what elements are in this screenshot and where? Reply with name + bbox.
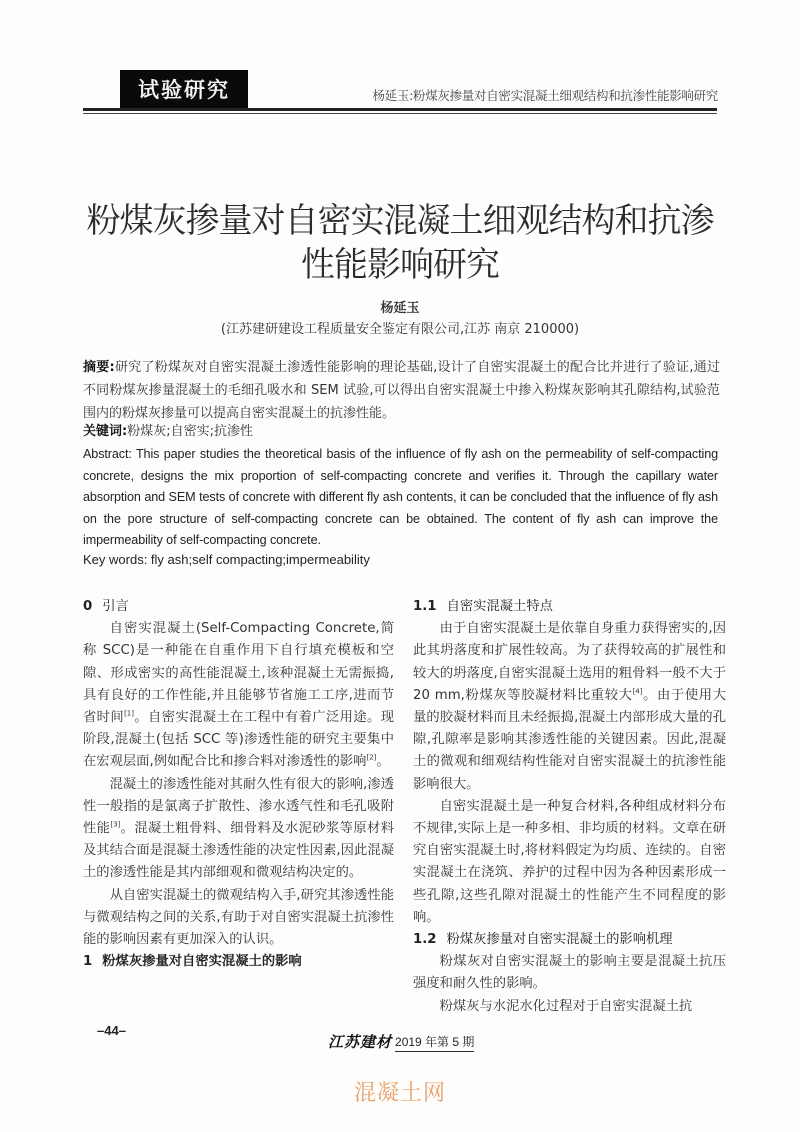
section-heading-1 — [83, 951, 394, 973]
page-number: –44– — [97, 1023, 126, 1038]
abstract-chinese — [83, 356, 720, 425]
section-title: 自密实混凝土特点 — [446, 599, 553, 614]
title-line-2: 性能影响研究 — [301, 244, 499, 285]
paragraph: 自密实混凝土是一种复合材料,各种组成材料分布不规律,实际上是一种多相、非均质的材料。文章在研究自密实混凝土时,将材料假定为均质、连续的。自密实混凝土在浇筑、养护的过程中因为各种因素形成一些孔隙,这些孔隙对混凝土的性能产生不同程度的影响。 — [413, 798, 726, 925]
paragraph-text: 由于自密实混凝土是依靠自身重力获得密实的,因此其坍落度和扩展性较高。为了获得较高的扩展性和较大的坍落度,自密实混凝土选用的粗骨料一般不大于 20 mm,粉煤灰等胶凝材料比重较大 — [413, 621, 726, 703]
keywords-cn-label: 关键词: — [83, 424, 128, 439]
section-label: 试验研究 — [138, 78, 230, 102]
paragraph-text: 。由于使用大量的胶凝材料而且未经振捣,混凝土内部形成大量的孔隙,孔隙率是影响其渗透性能的关键因素。因此,混凝土的微观和细观结构性能对自密实混凝土的抗渗性能影响很大。 — [413, 687, 727, 792]
journal-issue: 2019 年第 5 期 — [395, 1033, 474, 1052]
abstract-english: Abstract: This paper studies the theoretical basis of the influence of fly ash on the permeability of self-compacting concrete, designs the mix proportion of self-compacting concrete and verifies it. Through the capillary water absorption and SEM tests of concrete with different fly ash contents, it can be concluded that the influence of fly ash on the pore structure of self-compacting concrete can be obtained. The content of fly ash can improve the impermeability of self-compacting concrete. — [83, 447, 718, 548]
abstract-cn-text: 研究了粉煤灰对自密实混凝土渗透性能影响的理论基础,设计了自密实混凝土的配合比并进行了验证,通过不同粉煤灰掺量混凝土的毛细孔吸水和 SEM 试验,可以得出自密实混凝土中掺入粉煤灰影响其孔隙结构,试验范围内的粉煤灰掺量可以提高自密实混凝土的抗渗性能。 — [83, 360, 721, 421]
section-title: 引言 — [102, 599, 129, 614]
article-title — [70, 199, 730, 287]
section-number: 0 — [83, 599, 93, 614]
section-label-box — [120, 70, 248, 108]
paragraph-text: 混凝土的渗透性能对其耐久性有很大的影响,渗透性一般指的是氯离子扩散性、渗水透气性和毛孔吸附性能 — [83, 776, 394, 837]
section-number: 1 — [83, 954, 93, 970]
title-line-1: 粉煤灰掺量对自密实混凝土细观结构和抗渗 — [86, 200, 714, 241]
abstract-cn-label: 摘要: — [83, 360, 115, 375]
keywords-english: Key words: fly ash;self compacting;impermeability — [83, 552, 370, 567]
paragraph — [83, 774, 394, 885]
section-heading-0 — [83, 596, 394, 618]
right-column — [413, 596, 726, 1018]
journal-footer — [328, 1031, 474, 1052]
section-number: 1.1 — [413, 599, 437, 614]
paragraph — [413, 618, 726, 796]
author-affiliation: (江苏建研建设工程质量安全鉴定有限公司,江苏 南京 210000) — [220, 322, 580, 337]
paragraph-text: 。混凝土粗骨料、细骨料及水泥砂浆等原材料及其结合面是混凝土渗透性能的决定性因素,因此混凝土的渗透性能是其内部细观和微观结构决定的。 — [83, 821, 395, 881]
paragraph-text: 。自密实混凝土在工程中有着广泛用途。现阶段,混凝土(包括 SCC 等)渗透性能的研究主要集中在宏观层面,例如配合比和掺合料对渗透性的影响 — [83, 710, 395, 770]
section-heading-1-2 — [413, 929, 726, 951]
keywords-chinese — [83, 421, 720, 443]
citation-ref: [1] — [124, 709, 134, 718]
watermark: 混凝土网 — [353, 1081, 446, 1106]
header-rule-thick — [83, 108, 717, 111]
citation-ref: [3] — [110, 820, 121, 829]
journal-logo: 江苏建材 — [328, 1033, 393, 1051]
running-head: 杨延玉:粉煤灰掺量对自密实混凝土细观结构和抗渗性能影响研究 — [372, 88, 718, 103]
author-name: 杨延玉 — [380, 301, 420, 316]
section-heading-1-1 — [413, 596, 726, 618]
citation-ref: [2] — [366, 754, 377, 762]
paragraph-text: 。 — [376, 754, 390, 770]
keywords-cn-text: 粉煤灰;自密实;抗渗性 — [127, 424, 253, 439]
paragraph: 从自密实混凝土的微观结构入手,研究其渗透性能与微观结构之间的关系,有助于对自密实混凝土抗渗性能的影响因素有更加深入的认识。 — [83, 887, 394, 948]
section-number: 1.2 — [413, 932, 437, 948]
citation-ref: [4] — [632, 687, 643, 696]
paragraph: 粉煤灰与水泥水化过程对于自密实混凝土抗 — [439, 998, 693, 1014]
paragraph — [83, 618, 394, 773]
left-column — [83, 596, 394, 973]
section-title: 粉煤灰掺量对自密实混凝土的影响 — [102, 954, 302, 970]
paragraph: 粉煤灰对自密实混凝土的影响主要是混凝土抗压强度和耐久性的影响。 — [413, 954, 726, 992]
section-title: 粉煤灰掺量对自密实混凝土的影响机理 — [446, 932, 673, 948]
header-rule-thin — [83, 113, 717, 114]
paragraph-text: 自密实混凝土(Self-Compacting Concrete,简称 SCC)是一种能在自重作用下自行填充模板和空隙、形成密实的高性能混凝土,该种混凝土无需振捣,具有良好的工作性能,并且能够节省施工工序,进而节省时间 — [83, 621, 394, 726]
